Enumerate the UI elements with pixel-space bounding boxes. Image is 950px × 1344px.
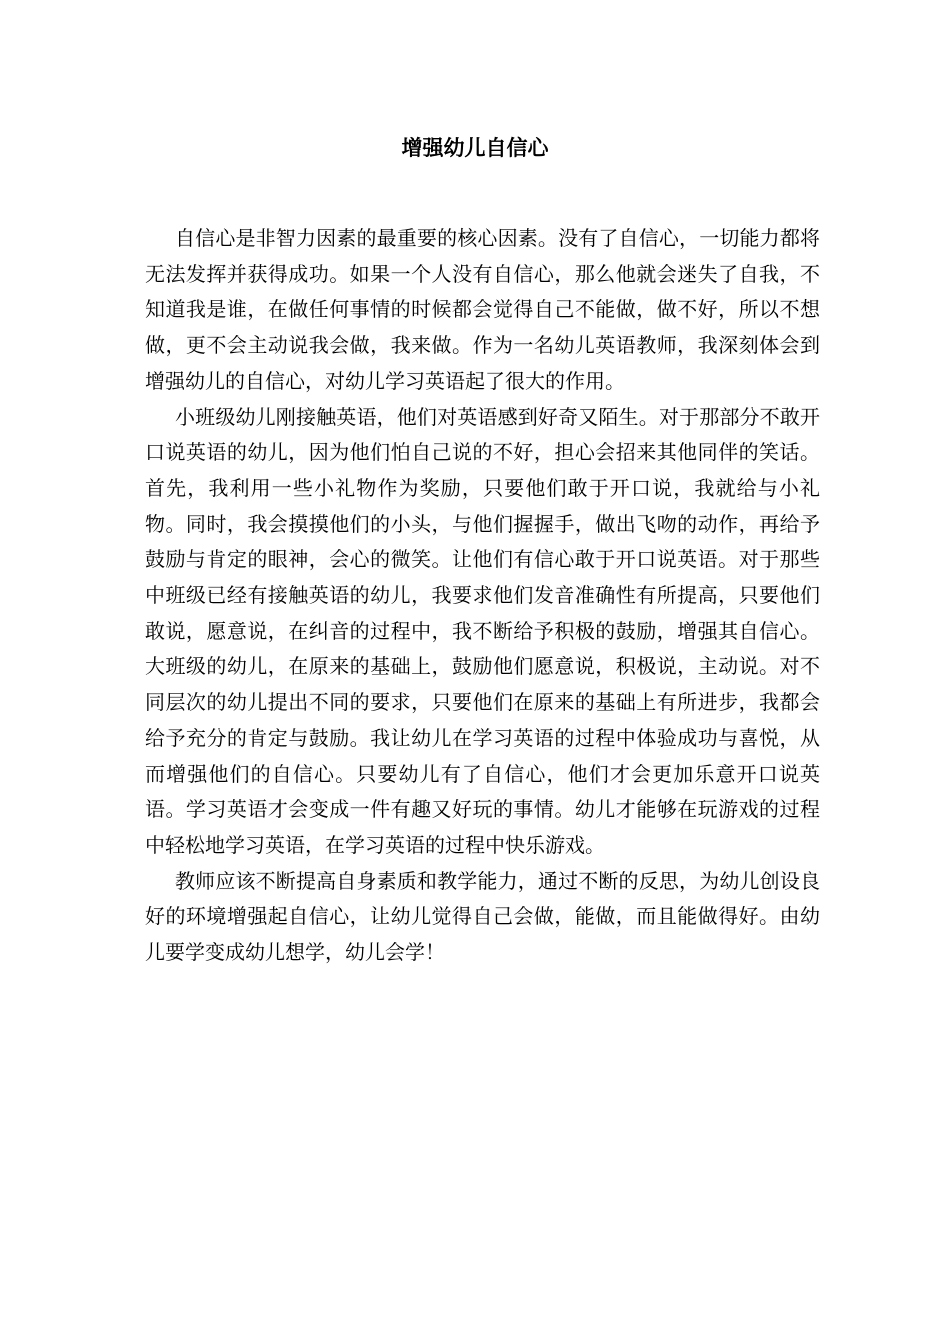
paragraph-1: 自信心是非智力因素的最重要的核心因素。没有了自信心，一切能力都将无法发挥并获得成功。如果一个人没有自信心，那么他就会迷失了自我，不知道我是谁，在做任何事情的时候都会觉得自己不能做，做不好，所以不想做，更不会主动说我会做，我来做。作为一名幼儿英语教师，我深刻体会到增强幼儿的自信心，对幼儿学习英语起了很大的作用。 — [145, 226, 820, 393]
paragraph-2: 小班级幼儿刚接触英语，他们对英语感到好奇又陌生。对于那部分不敢开口说英语的幼儿，因为他们怕自己说的不好，担心会招来其他同伴的笑话。首先，我利用一些小礼物作为奖励，只要他们敢于开口说，我就给与小礼物。同时，我会摸摸他们的小头，与他们握握手，做出飞吻的动作，再给予鼓励与肯定的眼神，会心的微笑。让他们有信心敢于开口说英语。对于那些中班级已经有接触英语的幼儿，我要求他们发音准确性有所提高，只要他们敢说，愿意说，在纠音的过程中，我不断给予积极的鼓励，增强其自信心。大班级的幼儿，在原来的基础上，鼓励他们愿意说，积极说，主动说。对不同层次的幼儿提出不同的要求，只要他们在原来的基础上有所进步，我都会给予充分的肯定与鼓励。我让幼儿在学习英语的过程中体验成功与喜悦，从而增强他们的自信心。只要幼儿有了自信心，他们才会更加乐意开口说英语。学习英语才会变成一件有趣又好玩的事情。幼儿才能够在玩游戏的过程中轻松地学习英语，在学习英语的过程中快乐游戏。 — [145, 404, 820, 857]
document-title: 增强幼儿自信心 — [401, 135, 549, 160]
paragraph-3: 教师应该不断提高自身素质和教学能力，通过不断的反思，为幼儿创设良好的环境增强起自信心，让幼儿觉得自己会做，能做，而且能做得好。由幼儿要学变成幼儿想学，幼儿会学！ — [145, 868, 820, 965]
document-body — [145, 221, 820, 971]
